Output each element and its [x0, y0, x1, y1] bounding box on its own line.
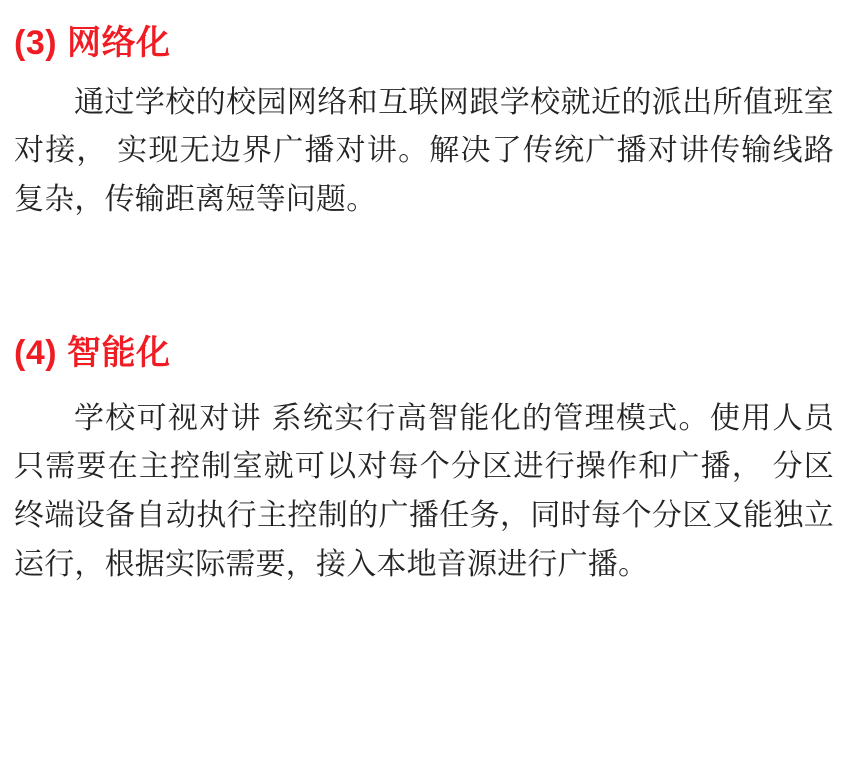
page-bottom-spacer [14, 589, 834, 613]
section-paragraph-network: 通过学校的校园网络和互联网跟学校就近的派出所值班室对接， 实现无边界广播对讲。解决了传统广播对讲传输线路复杂，传输距离短等问题。 [14, 85, 834, 216]
section-intelligent [14, 332, 834, 589]
section-heading-network: (3) 网络化 [14, 24, 171, 62]
section-heading-intelligent: (4) 智能化 [14, 334, 171, 373]
section-spacer [14, 224, 834, 332]
section-network [14, 22, 834, 224]
section-paragraph-intelligent: 学校可视对讲 系统实行高智能化的管理模式。使用人员只需要在主控制室就可以对每个分区进行操作和广播， 分区终端设备自动执行主控制的广播任务，同时每个分区又能独立运行，根据实际需要，接入本地音源进行广播。 [14, 401, 834, 581]
